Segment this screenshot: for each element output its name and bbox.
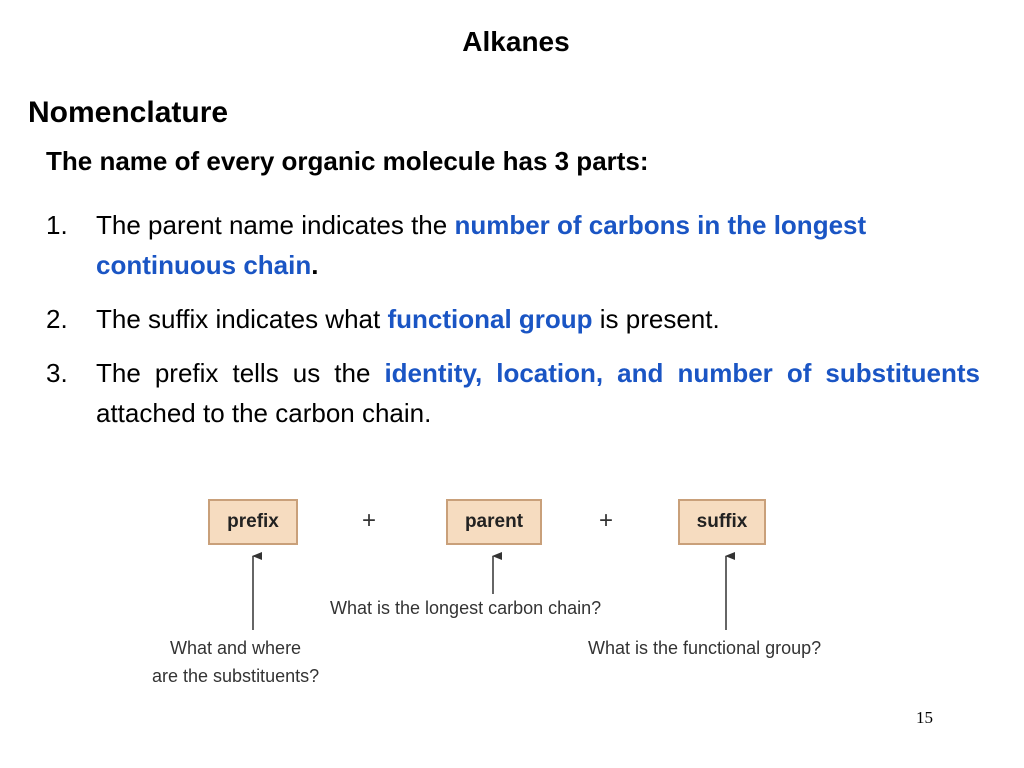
suffix-caption: What is the functional group? xyxy=(588,638,822,658)
parent-caption: What is the longest carbon chain? xyxy=(330,598,602,618)
list-text-end: . xyxy=(311,250,319,280)
parts-list xyxy=(46,205,980,447)
list-number: 2. xyxy=(46,304,68,334)
list-text: The parent name indicates the xyxy=(96,210,455,240)
highlight-text: functional group xyxy=(387,304,593,334)
plus-sign: + xyxy=(362,507,377,534)
prefix-caption-line2: are the substituents? xyxy=(152,666,320,686)
highlight-text: identity, location, and number of substituents xyxy=(384,358,980,388)
list-number: 3. xyxy=(46,358,68,388)
page-number: 15 xyxy=(916,708,933,727)
intro-text: The name of every organic molecule has 3 parts: xyxy=(46,146,649,176)
list-text-end: is present. xyxy=(592,304,720,334)
prefix-box: prefix xyxy=(208,499,298,545)
list-item-prefix xyxy=(46,353,980,433)
parent-box: parent xyxy=(446,499,542,545)
list-text-end: attached to the carbon chain. xyxy=(96,398,432,428)
section-heading: Nomenclature xyxy=(28,96,229,129)
list-item-parent xyxy=(46,205,980,285)
highlight-text: number of carbons in the longest continuous chain xyxy=(96,210,867,280)
list-number: 1. xyxy=(46,210,68,240)
list-text: The suffix indicates what xyxy=(96,304,388,334)
plus-sign: + xyxy=(599,507,614,534)
list-item-suffix xyxy=(46,299,980,339)
list-text: The prefix tells us the xyxy=(96,358,385,388)
prefix-caption-line1: What and where xyxy=(170,638,302,658)
slide-title: Alkanes xyxy=(462,26,570,57)
suffix-box: suffix xyxy=(678,499,766,545)
